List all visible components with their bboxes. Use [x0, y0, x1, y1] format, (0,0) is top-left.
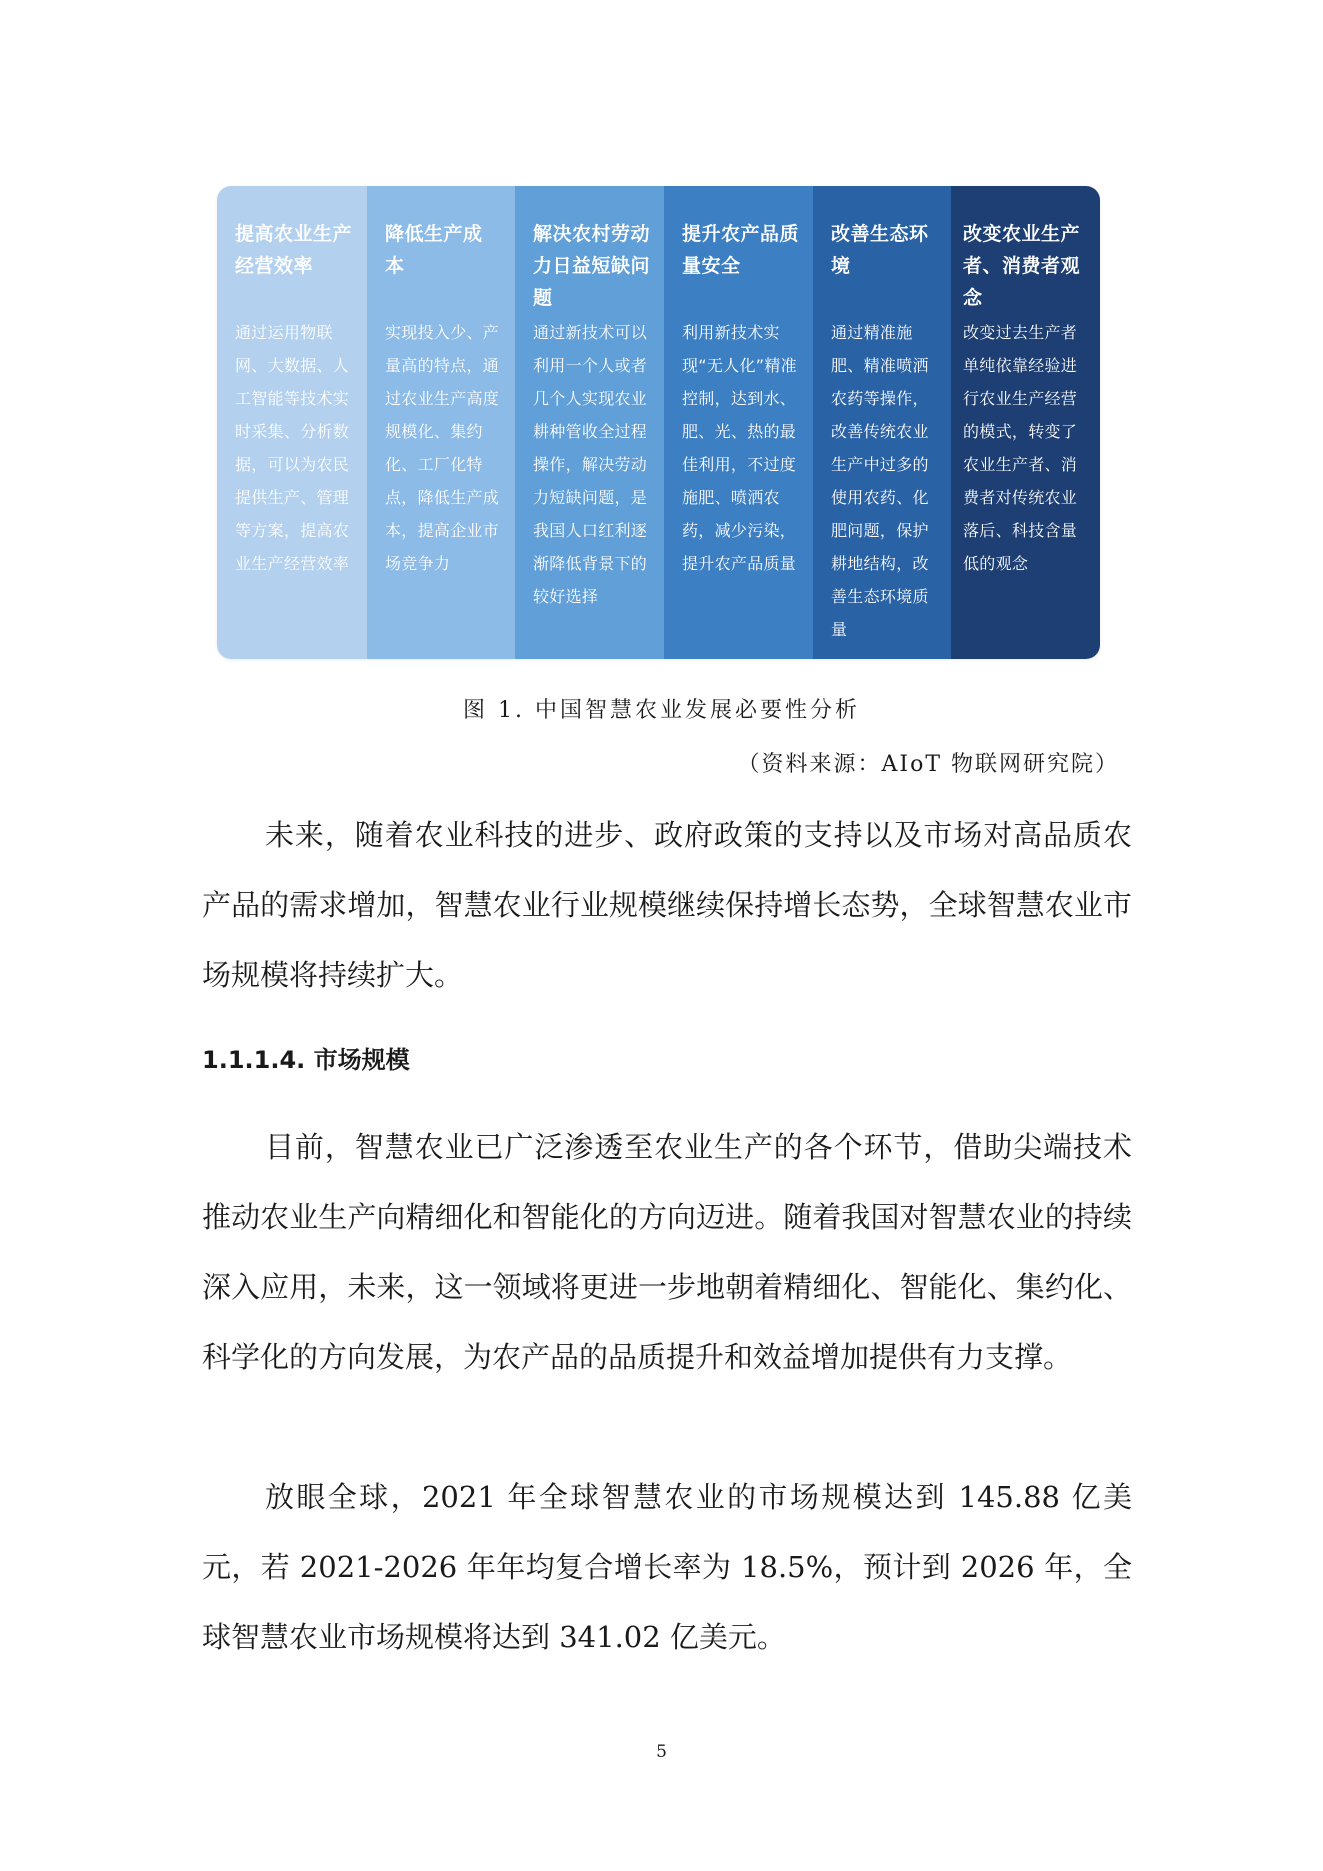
figure-column-body: 通过新技术可以利用一个人或者几个人实现农业耕种管收全过程操作，解决劳动力短缺问题，是我国人口红利逐渐降低背景下的较好选择 — [533, 323, 648, 606]
figure-column-title: 提升农产品质量安全 — [682, 223, 800, 277]
figure-column-title: 改善生态环境 — [831, 223, 929, 277]
figure-column-title: 解决农村劳动力日益短缺问题 — [533, 223, 651, 309]
figure-column-cost — [367, 186, 515, 659]
figure-column-mindset — [951, 186, 1100, 659]
paragraph-global-market: 放眼全球，2021 年全球智慧农业的市场规模达到 145.88 亿美元，若 2021-2026 年年均复合增长率为 18.5%，预计到 2026 年，全球智慧农业市场规模将达到 341.02 亿美元。 — [202, 1480, 1132, 1654]
figure-column-body: 通过精准施肥、精准喷洒农药等操作，改善传统农业生产中过多的使用农药、化肥问题，保护耕地结构，改善生态环境质量 — [831, 323, 929, 639]
figure-column-title: 提高农业生产经营效率 — [235, 223, 353, 277]
paragraph-outlook: 未来，随着农业科技的进步、政府政策的支持以及市场对高品质农产品的需求增加，智慧农业行业规模继续保持增长态势，全球智慧农业市场规模将持续扩大。 — [202, 818, 1132, 992]
figure-column-title: 改变农业生产者、消费者观念 — [963, 223, 1081, 309]
figure-column-labor — [515, 186, 664, 659]
figure-column-quality — [664, 186, 813, 659]
page-number: 5 — [656, 1742, 667, 1762]
figure-column-body: 通过运用物联网、大数据、人工智能等技术实时采集、分析数据，可以为农民提供生产、管理等方案，提高农业生产经营效率 — [235, 323, 350, 573]
figure-column-body: 改变过去生产者单纯依靠经验进行农业生产经营的模式，转变了农业生产者、消费者对传统农业落后、科技含量低的观念 — [963, 323, 1078, 573]
section-heading: 1.1.1.4. 市场规模 — [202, 1046, 410, 1074]
paragraph-current-state: 目前，智慧农业已广泛渗透至农业生产的各个环节，借助尖端技术推动农业生产向精细化和智能化的方向迈进。随着我国对智慧农业的持续深入应用，未来，这一领域将更进一步地朝着精细化、智能化、集约化、科学化的方向发展，为农产品的品质提升和效益增加提供有力支撑。 — [202, 1130, 1132, 1374]
necessity-analysis-figure — [217, 186, 1100, 659]
figure-source: （资料来源：AIoT 物联网研究院） — [737, 752, 1119, 777]
figure-column-efficiency — [217, 186, 367, 659]
figure-column-body: 利用新技术实现“无人化”精准控制，达到水、肥、光、热的最佳利用，不过度施肥、喷洒农药，减少污染，提升农产品质量 — [682, 323, 797, 573]
figure-caption: 图 1. 中国智慧农业发展必要性分析 — [463, 698, 860, 723]
figure-column-body: 实现投入少、产量高的特点，通过农业生产高度规模化、集约化、工厂化特点，降低生产成本，提高企业市场竞争力 — [385, 323, 500, 573]
figure-column-ecology — [813, 186, 951, 659]
figure-column-title: 降低生产成本 — [385, 223, 483, 277]
